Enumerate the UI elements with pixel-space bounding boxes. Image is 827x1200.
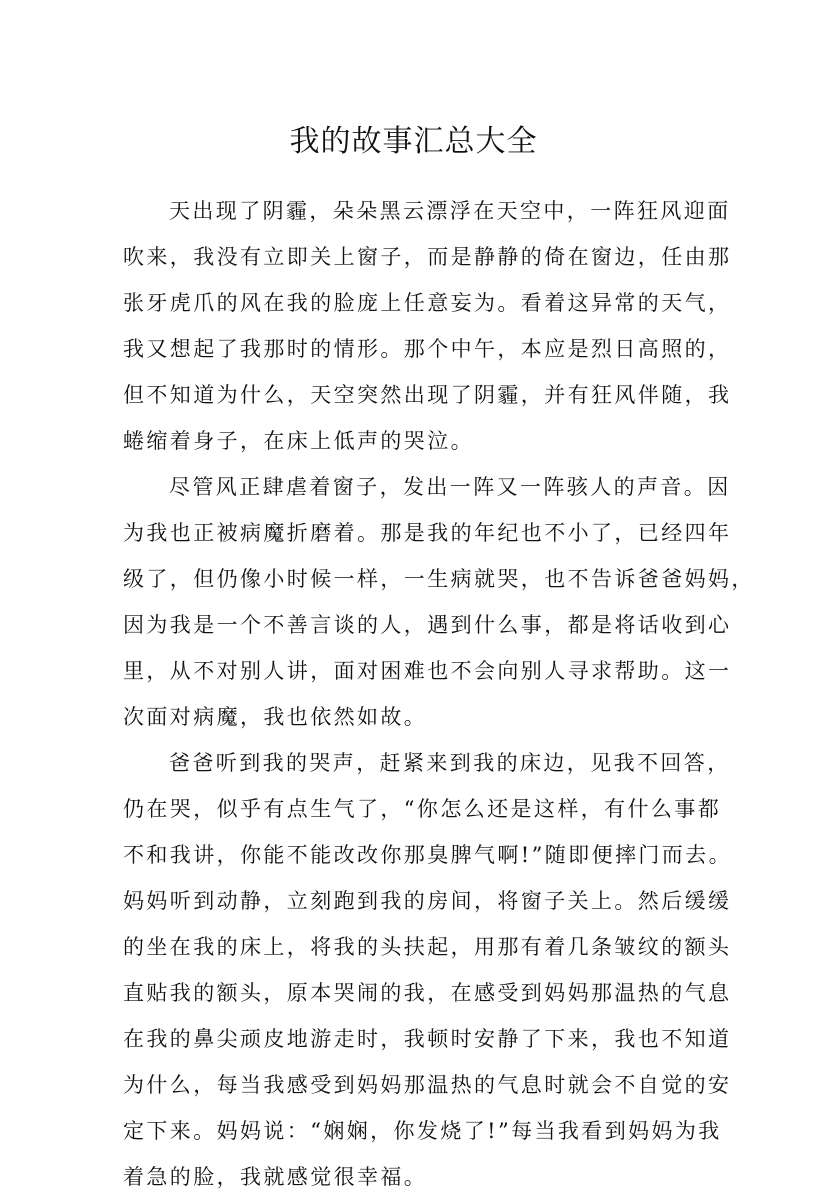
- paragraph-2-line: 为我也正被病魔折磨着。那是我的年纪也不小了，已经四年: [123, 521, 732, 545]
- paragraph-1-line: 但不知道为什么，天空突然出现了阴霾，并有狂风伴随，我: [123, 383, 732, 407]
- paragraph-3-line: 着急的脸，我就感觉很幸福。: [123, 1165, 428, 1189]
- paragraph-1-line: 蜷缩着身子，在床上低声的哭泣。: [123, 429, 474, 453]
- paragraph-3-line: 仍在哭，似乎有点生气了，“你怎么还是这样，有什么事都: [123, 797, 722, 821]
- paragraph-1-line: 吹来，我没有立即关上窗子，而是静静的倚在窗边，任由那: [123, 245, 732, 269]
- paragraph-1-line: 我又想起了我那时的情形。那个中午，本应是烈日高照的，: [123, 337, 732, 361]
- document-body: [123, 188, 755, 1200]
- paragraph-3-line: 不和我讲，你能不能改改你那臭脾气啊!”随即便摔门而去。: [123, 843, 732, 867]
- paragraph-2-line: 尽管风正肆虐着窗子，发出一阵又一阵骇人的声音。因: [169, 475, 731, 499]
- document-title: 我的故事汇总大全: [289, 124, 538, 160]
- paragraph-3-line: 妈妈听到动静，立刻跑到我的房间，将窗子关上。然后缓缓: [123, 889, 732, 913]
- paragraph-2-line: 次面对病魔，我也依然如故。: [123, 705, 428, 729]
- paragraph-1-line: 张牙虎爪的风在我的脸庞上任意妄为。看着这异常的天气，: [123, 291, 732, 315]
- paragraph-2-line: 里，从不对别人讲，面对困难也不会向别人寻求帮助。这一: [123, 659, 732, 683]
- paragraph-3-line: 为什么，每当我感受到妈妈那温热的气息时就会不自觉的安: [123, 1073, 732, 1097]
- paragraph-2-line: 因为我是一个不善言谈的人，遇到什么事，都是将话收到心: [123, 613, 732, 637]
- paragraph-2-line: 级了，但仍像小时候一样，一生病就哭，也不告诉爸爸妈妈，: [123, 567, 755, 591]
- paragraph-3-line: 定下来。妈妈说：“娴娴，你发烧了!”每当我看到妈妈为我: [123, 1119, 722, 1143]
- paragraph-3-line: 的坐在我的床上，将我的头扶起，用那有着几条皱纹的额头: [123, 935, 732, 959]
- paragraph-1-line: 天出现了阴霾，朵朵黑云漂浮在天空中，一阵狂风迎面: [169, 199, 731, 223]
- paragraph-3-line: 爸爸听到我的哭声，赶紧来到我的床边，见我不回答，: [169, 751, 731, 775]
- paragraph-3-line: 直贴我的额头，原本哭闹的我，在感受到妈妈那温热的气息: [123, 981, 732, 1005]
- paragraph-3-line: 在我的鼻尖顽皮地游走时，我顿时安静了下来，我也不知道: [123, 1027, 732, 1051]
